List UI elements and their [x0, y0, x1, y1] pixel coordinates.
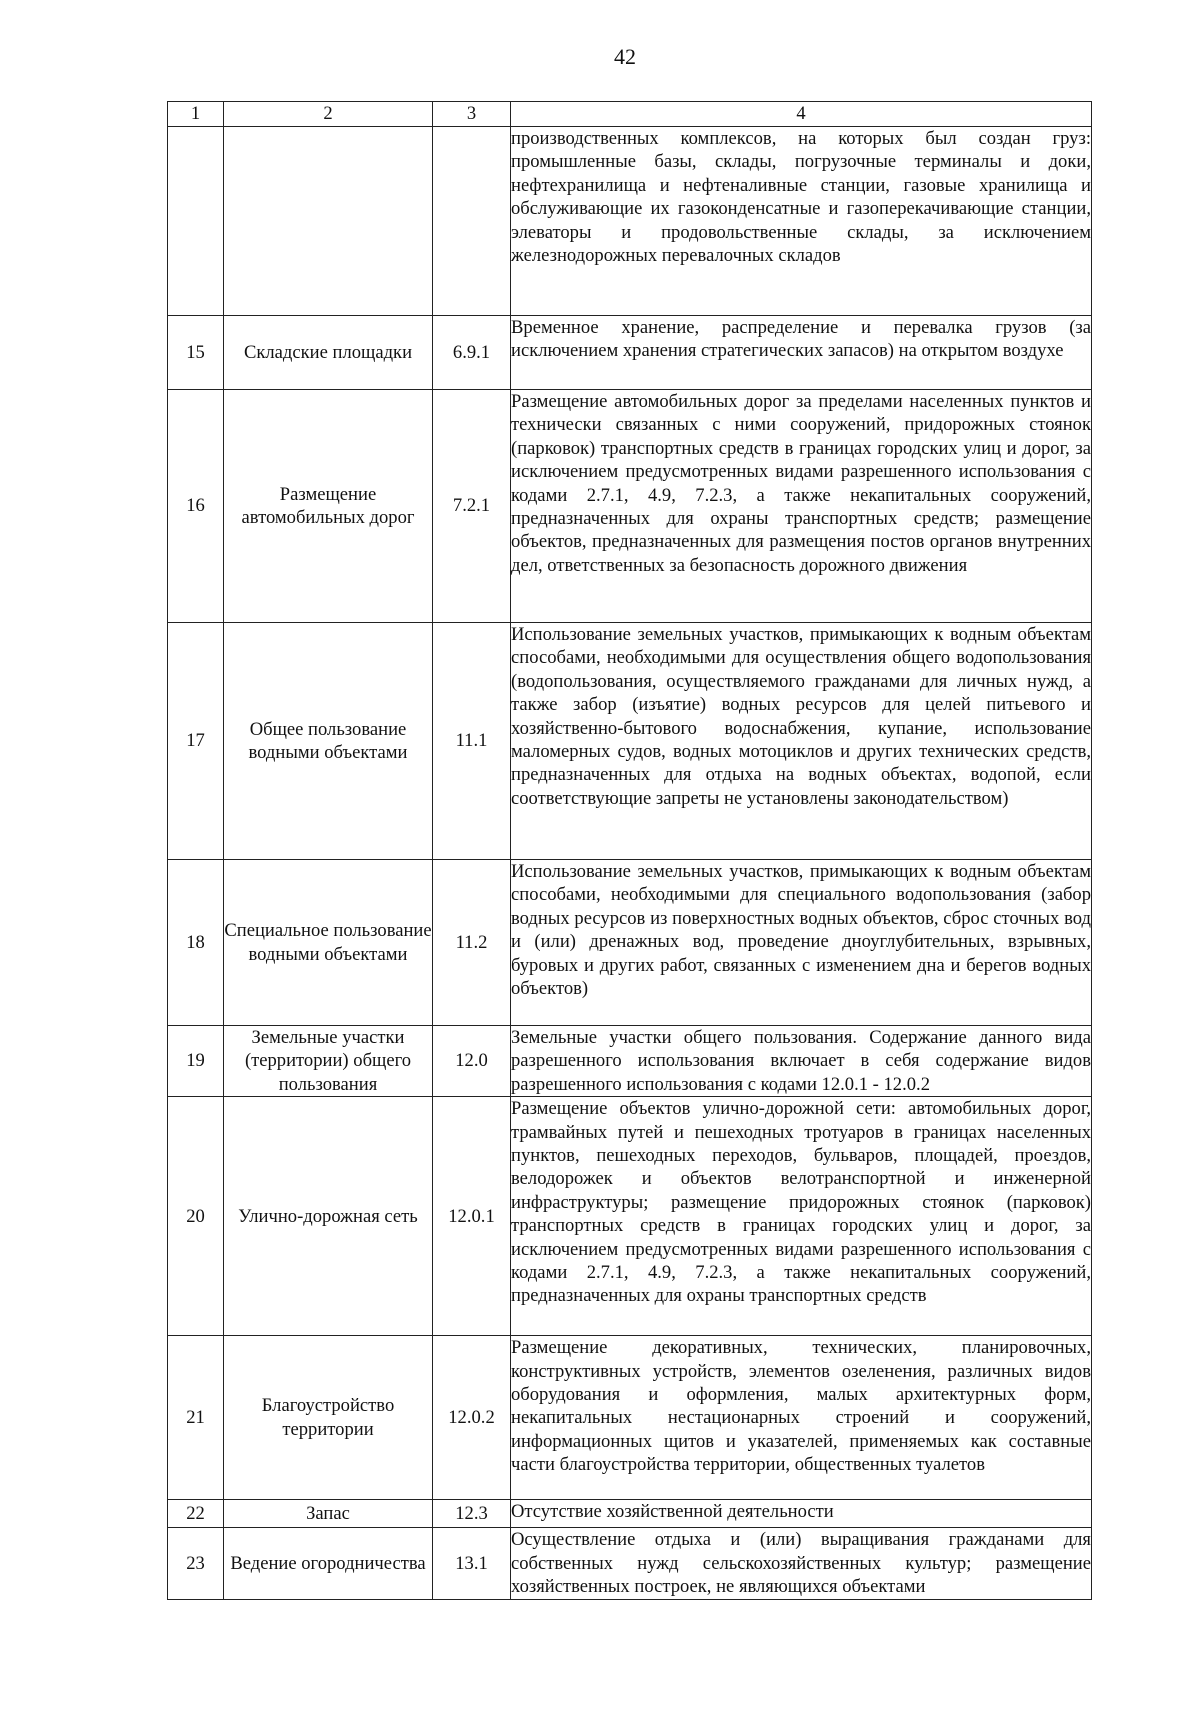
row-number — [168, 127, 224, 316]
row-name — [224, 127, 433, 316]
row-description: Временное хранение, распределение и перевалка грузов (за исключением хранения стратегических запасов) на открытом воздухе — [511, 316, 1092, 390]
row-description: Осуществление отдыха и (или) выращивания гражданами для собственных нужд сельскохозяйственных культур; размещение хозяйственных построек, не являющихся объектами — [511, 1528, 1092, 1600]
row-name: Специальное пользование водными объектами — [224, 860, 433, 1026]
table-row — [168, 860, 1092, 1026]
row-description: Размещение автомобильных дорог за пределами населенных пунктов и технически связанных с ними сооружений, придорожных стоянок (парковок) транспортных средств в границах городских улиц и дорог, за исключением предусмотренных видами разрешенного использования с кодами 2.7.1, 4.9, 7.2.3, а также некапитальных сооружений, предназначенных для охраны транспортных средств; размещение объектов, предназначенных для размещения постов органов внутренних дел, ответственных за безопасность дорожного движения — [511, 390, 1092, 623]
table-row — [168, 1336, 1092, 1500]
row-code: 12.3 — [433, 1500, 511, 1528]
row-code: 11.1 — [433, 623, 511, 860]
table-row — [168, 316, 1092, 390]
row-code: 12.0.1 — [433, 1097, 511, 1336]
row-number: 16 — [168, 390, 224, 623]
row-description: Отсутствие хозяйственной деятельности — [511, 1500, 1092, 1528]
row-name: Благоустройство территории — [224, 1336, 433, 1500]
table-row — [168, 1026, 1092, 1097]
table-row — [168, 390, 1092, 623]
row-description: производственных комплексов, на которых был создан груз: промышленные базы, склады, погрузочные терминалы и доки, нефтехранилища и нефтеналивные станции, газовые хранилища и обслуживающие их газоконденсатные и газоперекачивающие станции, элеваторы и продовольственные склады, за исключением железнодорожных перевалочных складов — [511, 127, 1092, 316]
row-description: Размещение декоративных, технических, планировочных, конструктивных устройств, элементов озеленения, различных видов оборудования и оформления, малых архитектурных форм, некапитальных нестационарных строений и сооружений, информационных щитов и указателей, применяемых как составные части благоустройства территории, общественных туалетов — [511, 1336, 1092, 1500]
row-description: Земельные участки общего пользования. Содержание данного вида разрешенного использования включает в себя содержание видов разрешенного использования с кодами 12.0.1 - 12.0.2 — [511, 1027, 1091, 1095]
row-description: Размещение объектов улично-дорожной сети: автомобильных дорог, трамвайных путей и пешеходных тротуаров в границах населенных пунктов, пешеходных переходов, бульваров, площадей, проездов, велодорожек и объектов велотранспортной и инженерной инфраструктуры; размещение придорожных стоянок (парковок) транспортных средств в границах городских улиц и дорог, за исключением предусмотренных видами разрешенного использования с кодами 2.7.1, 4.9, 7.2.3, а также некапитальных сооружений, предназначенных для охраны транспортных средств — [511, 1097, 1092, 1336]
row-code: 7.2.1 — [433, 390, 511, 623]
row-name: Размещение автомобильных дорог — [224, 390, 433, 623]
row-code: 6.9.1 — [433, 316, 511, 390]
row-name: Общее пользование водными объектами — [224, 623, 433, 860]
table-row — [168, 623, 1092, 860]
row-number: 15 — [168, 316, 224, 390]
header-col-1: 1 — [168, 102, 224, 127]
row-name: Складские площадки — [224, 316, 433, 390]
row-code: 12.0 — [433, 1026, 511, 1097]
row-number: 22 — [168, 1500, 224, 1528]
table-row — [168, 1528, 1092, 1600]
header-col-3: 3 — [433, 102, 511, 127]
table-row — [168, 1500, 1092, 1528]
header-col-4: 4 — [511, 102, 1092, 127]
row-name: Улично-дорожная сеть — [224, 1097, 433, 1336]
page-number: 42 — [614, 44, 636, 69]
row-number: 18 — [168, 860, 224, 1026]
row-name: Запас — [224, 1500, 433, 1528]
row-description: Использование земельных участков, примыкающих к водным объектам способами, необходимыми для осуществления общего водопользования (водопользования, осуществляемого гражданами для личных нужд, а также забор (изъятие) водных ресурсов для целей питьевого и хозяйственно-бытового водоснабжения, купание, использование маломерных судов, водных мотоциклов и других технических средств, предназначенных для отдыха на водных объектах, водопой, если соответствующие запреты не установлены законодательством) — [511, 623, 1092, 860]
header-col-2: 2 — [224, 102, 433, 127]
row-number: 21 — [168, 1336, 224, 1500]
land-use-table — [167, 101, 1092, 1600]
row-name: Земельные участки (территории) общего пользования — [224, 1026, 433, 1097]
row-code — [433, 127, 511, 316]
table-row — [168, 1097, 1092, 1336]
row-code: 12.0.2 — [433, 1336, 511, 1500]
row-number: 20 — [168, 1097, 224, 1336]
row-name: Ведение огородничества — [224, 1528, 433, 1600]
row-number: 19 — [168, 1026, 224, 1097]
table-header-row — [168, 102, 1092, 127]
row-number: 17 — [168, 623, 224, 860]
row-number: 23 — [168, 1528, 224, 1600]
row-code: 11.2 — [433, 860, 511, 1026]
row-description: Использование земельных участков, примыкающих к водным объектам способами, необходимыми для специального водопользования (забор водных ресурсов из поверхностных водных объектов, сброс сточных вод и (или) дренажных вод, проведение дноуглубительных, взрывных, буровых и других работ, связанных с изменением дна и берегов водных объектов) — [511, 860, 1092, 1026]
table-row — [168, 127, 1092, 316]
row-code: 13.1 — [433, 1528, 511, 1600]
